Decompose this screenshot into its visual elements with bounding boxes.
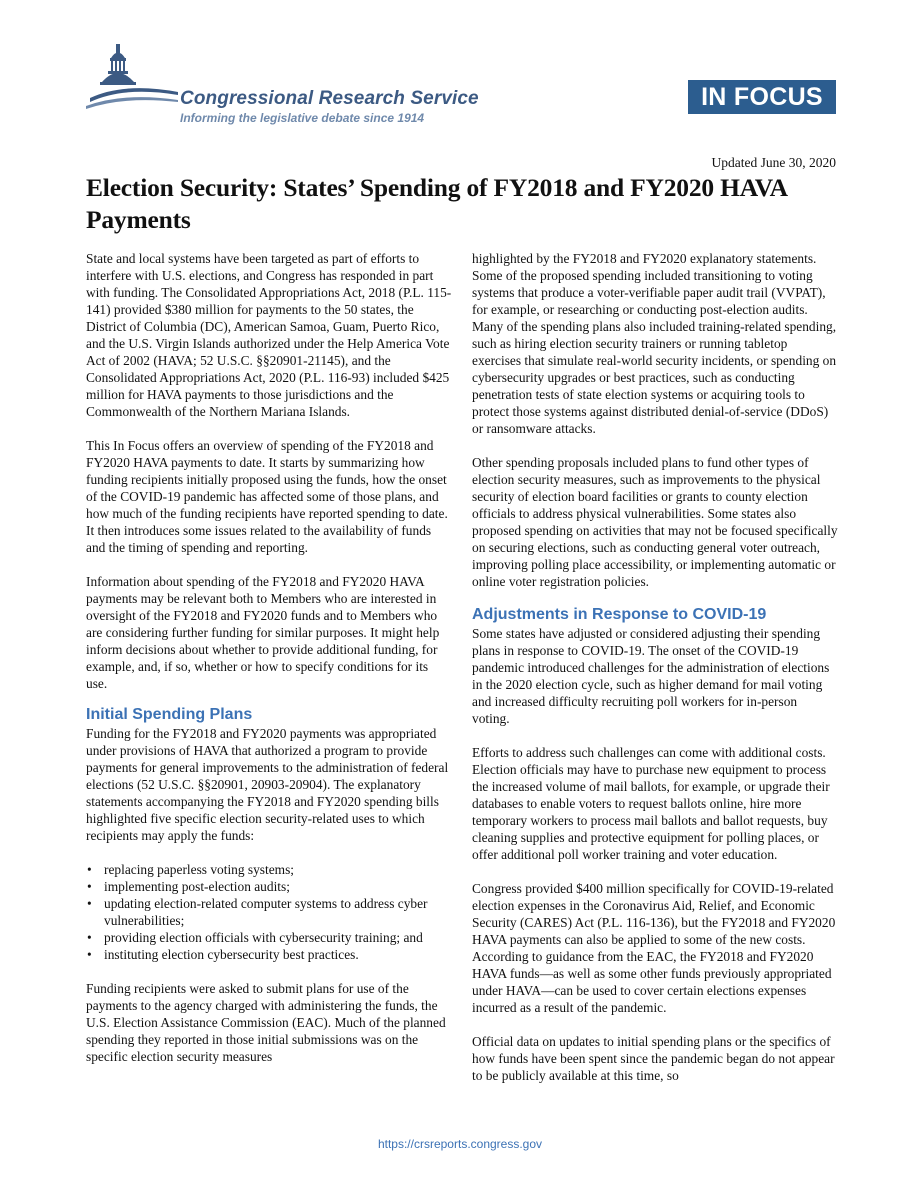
- list-item: [86, 861, 452, 878]
- paragraph: Funding for the FY2018 and FY2020 payments was appropriated under provisions of HAVA that authorized a program to provide payments for general improvements to the administration of federal elections (52 U.S.C. §§20901, 20903-20904). The explanatory statements accompanying the FY2018 and FY2020 spending bills highlighted five specific election security-related uses to which recipients may apply the funds:: [86, 726, 449, 843]
- left-column: [86, 250, 452, 1082]
- list-item: [86, 878, 452, 895]
- paragraph: Funding recipients were asked to submit plans for use of the payments to the agency charged with administering the funds, the U.S. Election Assistance Commission (EAC). Much of the planned spending they reported in those initial submissions was on the specific election security measures: [86, 981, 446, 1064]
- capitol-dome-logo: [84, 42, 180, 114]
- org-name: Congressional Research Service: [180, 88, 479, 109]
- bullet-icon: •: [87, 930, 92, 945]
- list-item: [86, 929, 452, 946]
- bullet-icon: •: [87, 879, 92, 894]
- list-item: [86, 895, 452, 929]
- paragraph: highlighted by the FY2018 and FY2020 explanatory statements. Some of the proposed spending included transitioning to voting systems that produce a voter-verifiable paper audit trail (VVPAT), for example, or researching or conducting post-election audits. Many of the spending plans also included training-related spending, such as hiring election security trainers or running tabletop exercises that simulate real-world security incidents, or spending on cybersecurity upgrades or best practices, such as conducting penetration tests of state election systems or acquiring tools to protect those systems against distributed denial-of-service (DDoS) or ransomware attacks.: [472, 251, 837, 436]
- org-brand: [180, 88, 479, 125]
- in-focus-badge: IN FOCUS: [688, 80, 836, 114]
- section-heading-initial-spending: Initial Spending Plans: [86, 706, 253, 723]
- paragraph: Information about spending of the FY2018 and FY2020 HAVA payments may be relevant both to Members who are interested in oversight of the FY2018 and FY2020 funds and to Members who are considering further funding for similar purposes. It might help inform decisions about whether to provide additional funding, for example, and, if so, whether or how to specify conditions for its use.: [86, 574, 440, 691]
- bullet-icon: •: [87, 862, 92, 877]
- paragraph: This In Focus offers an overview of spending of the FY2018 and FY2020 HAVA payments to date. It starts by summarizing how funding recipients initially proposed using the funds, how the onset of the COVID-19 pandemic has affected some of those plans, and how much of the funding recipients have reported spending to date. It then introduces some issues related to the availability of funds and the timing of spending and reporting.: [86, 438, 448, 555]
- updated-date: Updated June 30, 2020: [711, 155, 836, 170]
- paragraph: Some states have adjusted or considered adjusting their spending plans in response to COVID-19. The onset of the COVID-19 pandemic introduced challenges for the administration of elections in the 2020 election cycle, such as higher demand for mail voting and increased difficulty recruiting poll workers for in-person voting.: [472, 626, 830, 726]
- bullet-icon: •: [87, 947, 92, 962]
- section-heading-covid-adjustments: Adjustments in Response to COVID-19: [472, 606, 767, 623]
- list-item-text: instituting election cybersecurity best practices.: [104, 947, 359, 962]
- list-item: [86, 946, 452, 963]
- list-item-text: replacing paperless voting systems;: [104, 862, 295, 877]
- org-tagline: Informing the legislative debate since 1914: [180, 111, 425, 125]
- list-item-text: providing election officials with cybersecurity training; and: [104, 930, 423, 945]
- paragraph: Other spending proposals included plans to fund other types of election security measures, such as improvements to the physical security of election board facilities or grants to county election officials to address physical vulnerabilities. Some states also proposed spending on activities that may not be focused specifically on securing elections, such as conducting general voter outreach, improving polling place accessibility, or implementing automatic or online voter registration policies.: [472, 455, 838, 589]
- page-title: Election Security: States’ Spending of FY2018 and FY2020 HAVA Payments: [86, 173, 787, 234]
- footer-link[interactable]: https://crsreports.congress.gov: [377, 1137, 543, 1151]
- paragraph: Official data on updates to initial spending plans or the specifics of how funds have been spent since the pandemic began do not appear to be publicly available at this time, so: [472, 1034, 835, 1083]
- list-item-text: updating election-related computer systems to address cyber vulnerabilities;: [104, 896, 428, 928]
- paragraph: State and local systems have been targeted as part of efforts to interfere with U.S. elections, and Congress has responded in part with funding. The Consolidated Appropriations Act, 2018 (P.L. 115-141) provided $380 million for payments to the 50 states, the District of Columbia (DC), American Samoa, Guam, Puerto Rico, and the U.S. Virgin Islands authorized under the Help America Vote Act of 2002 (HAVA; 52 U.S.C. §§20901-21145), and the Consolidated Appropriations Act, 2020 (P.L. 116-93) included $425 million for HAVA payments to those jurisdictions and the Commonwealth of the Northern Mariana Islands.: [86, 251, 452, 419]
- paragraph: Congress provided $400 million specifically for COVID-19-related election expenses in the Coronavirus Aid, Relief, and Economic Security (CARES) Act (P.L. 116-136), but the FY2018 and FY2020 HAVA payments can also be applied to some of the new costs. According to guidance from the EAC, the FY2018 and FY2020 HAVA funds—as well as some other funds previously appropriated under HAVA—can be used to cover certain elections expenses incurred as a result of the pandemic.: [472, 881, 836, 1015]
- right-column: [472, 250, 838, 1101]
- funding-uses-list: [86, 861, 452, 963]
- paragraph: Efforts to address such challenges can come with additional costs. Election officials may have to purchase new equipment to process the increased volume of mail ballots, for example, or upgrade their databases to enable voters to request ballots online, hire more temporary workers to process mail ballots and ballot requests, buy cleaning supplies and protective equipment for polling places, or offer additional poll worker training and voter education.: [472, 745, 830, 862]
- bullet-icon: •: [87, 896, 92, 911]
- list-item-text: implementing post-election audits;: [104, 879, 290, 894]
